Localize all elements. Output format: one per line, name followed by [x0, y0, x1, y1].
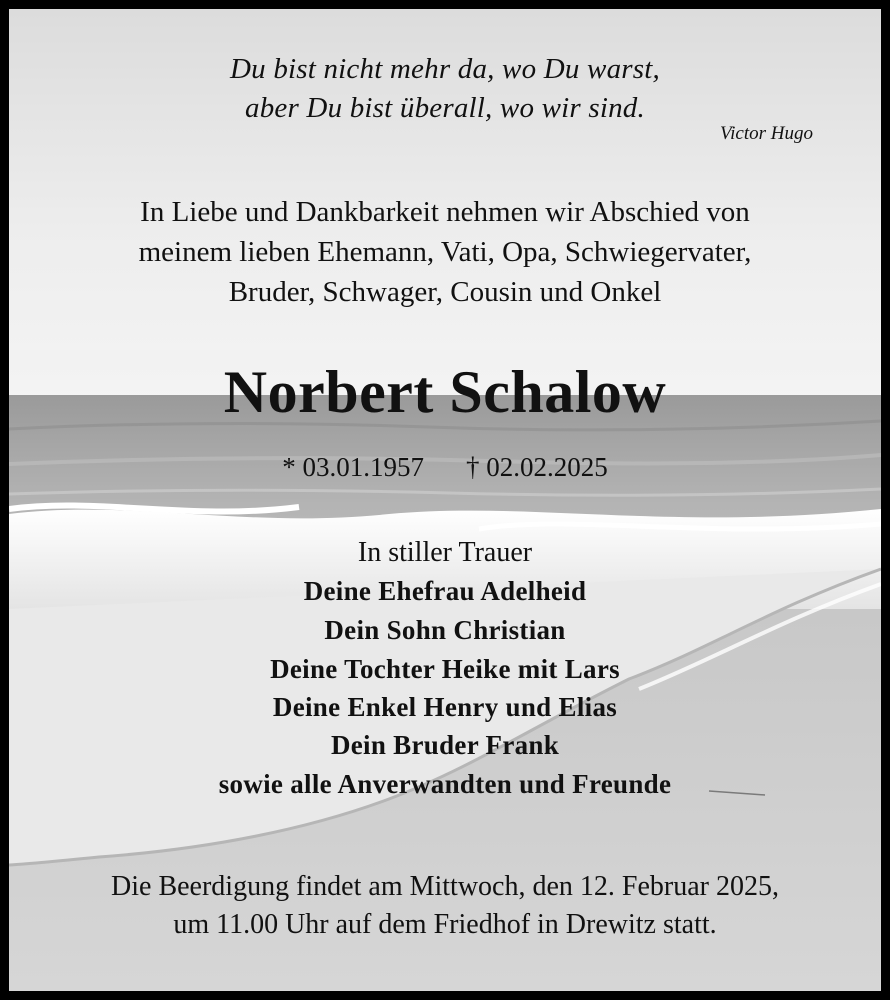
deceased-name: Norbert Schalow [223, 359, 667, 425]
obituary-text [9, 9, 881, 991]
mourner-line: Deine Tochter Heike mit Lars [270, 654, 620, 684]
intro-line-2: meinem lieben Ehemann, Vati, Opa, Schwiegervater, [138, 236, 752, 268]
intro-line-1: In Liebe und Dankbarkeit nehmen wir Abschied von [140, 196, 750, 228]
death-date: † 02.02.2025 [466, 452, 608, 482]
quote-line-2: aber Du bist überall, wo wir sind. [245, 92, 645, 124]
life-dates [9, 452, 881, 483]
quote-line-1: Du bist nicht mehr da, wo Du warst, [230, 53, 660, 85]
quote-author: Victor Hugo [719, 123, 813, 144]
mourner-line: Deine Enkel Henry und Elias [272, 692, 618, 722]
birth-date: * 03.01.1957 [282, 452, 424, 482]
mourner-line: sowie alle Anverwandten und Freunde [218, 769, 672, 799]
mourner-line: Dein Bruder Frank [330, 730, 560, 760]
mourning-lead: In stiller Trauer [357, 537, 533, 568]
mourner-line: Deine Ehefrau Adelheid [303, 576, 587, 606]
mourner-line: Dein Sohn Christian [324, 615, 566, 645]
funeral-line-2: um 11.00 Uhr auf dem Friedhof in Drewitz statt. [173, 909, 717, 940]
intro-line-3: Bruder, Schwager, Cousin und Onkel [228, 276, 662, 308]
funeral-line-1: Die Beerdigung findet am Mittwoch, den 12. Februar 2025, [111, 871, 779, 902]
